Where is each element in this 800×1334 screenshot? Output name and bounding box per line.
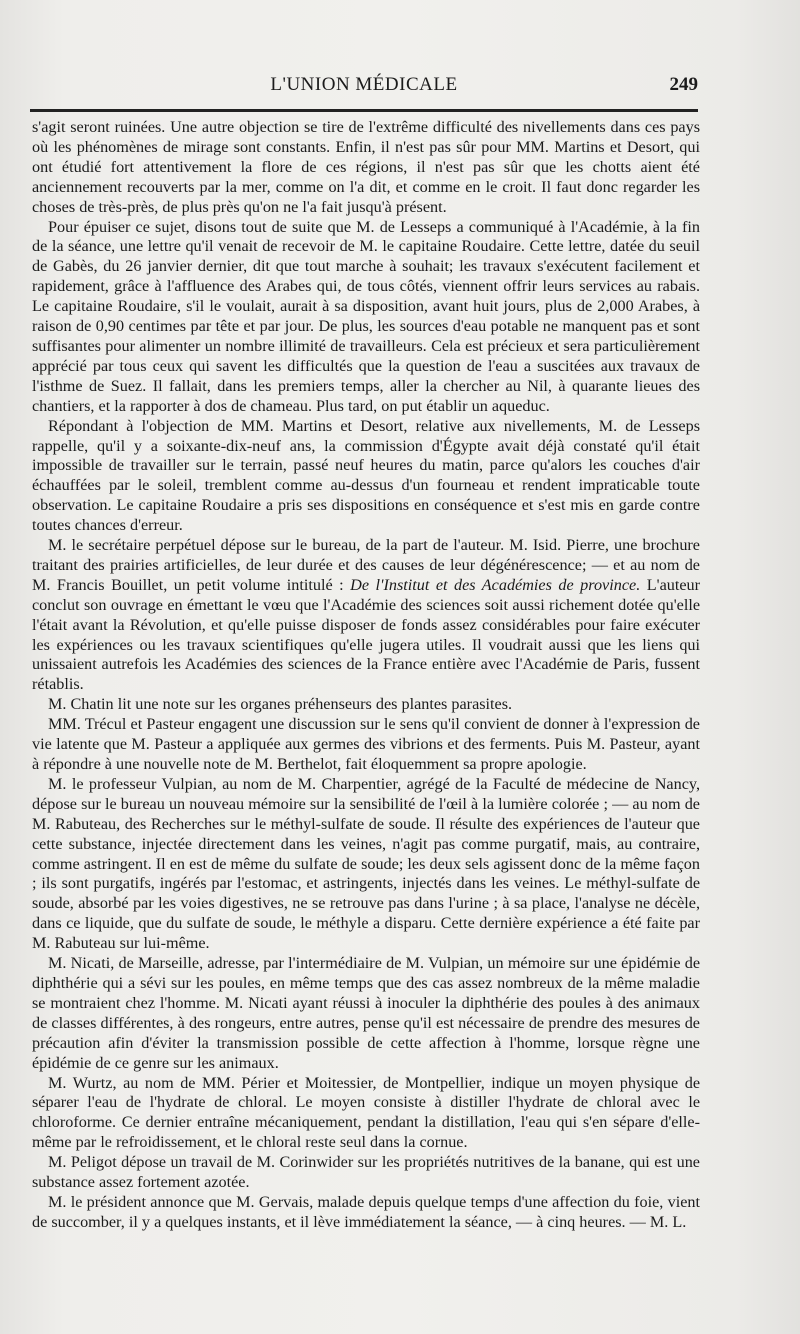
paragraph: M. Chatin lit une note sur les organes préhenseurs des plantes parasites. [48, 695, 513, 714]
paragraph: M. le président annonce que M. Gervais, malade depuis quelque temps d'une affection du foie, vient de succomber, il y a quelques instants, et il lève immédiatement la séance, — à cinq heures. — M. L. [32, 1192, 700, 1231]
page-number: 249 [669, 74, 698, 95]
paragraph: s'agit seront ruinées. Une autre objection se tire de l'extrême difficulté des nivellements dans ces pays où les phénomènes de mirage sont constants. Enfin, il n'est pas sûr pour MM. Martins et Desort, qui ont étudié fort attentivement la flore de ces régions, il n'est pas sûr que les chotts aient été anciennement recouverts par la mer, comme on l'a dit, et comme en le croit. Il faut donc regarder les choses de très-près, de plus près qu'on ne l'a fait jusqu'à présent. [32, 118, 700, 216]
article-body [32, 118, 700, 1233]
paragraph: Répondant à l'objection de MM. Martins et Desort, relative aux nivellements, M. de Lesseps rappelle, qu'il y a soixante-dix-neuf ans, la commission d'Égypte avait déjà constaté qu'il était impossible de travailler sur le terrain, passé neuf heures du matin, parce qu'alors les couches d'air échauffées par le soleil, tremblent comme au-dessus d'un fourneau et rendent impraticable toute observation. Le capitaine Roudaire a pris ses dispositions en conséquence et s'est mis en garde contre toutes chances d'erreur. [32, 416, 700, 535]
paragraph-text: L'auteur conclut son ouvrage en émettant le vœu que l'Académie des sciences soit aussi richement dotée qu'elle l'était avant la Révolution, et qu'elle puisse disposer de fonds assez considérables pour faire exécuter les expériences ou les travaux scientifiques qu'elle jugera utiles. Il voudrait aussi que les liens qui unissaient autrefois les Académies des sciences de la France entière avec l'Académie de Paris, fussent rétablis. [32, 575, 701, 694]
book-title: De l'Institut et des Académies de province. [350, 575, 641, 594]
header-rule [30, 109, 698, 112]
paragraph [32, 536, 700, 695]
page-header [28, 74, 700, 100]
paragraph: Pour épuiser ce sujet, disons tout de suite que M. de Lesseps a communiqué à l'Académie, à la fin de la séance, une lettre qu'il venait de recevoir de M. le capitaine Roudaire. Cette lettre, datée du seuil de Gabès, du 26 janvier dernier, dit que tout marche à souhait; les travaux s'exécutent facilement et rapidement, grâce à l'affluence des Arabes qui, de tous côtés, viennent offrir leurs services au rabais. Le capitaine Roudaire, s'il le voulait, aurait à sa disposition, avant huit jours, plus de 2,000 Arabes, à raison de 0,90 centimes par tête et par jour. De plus, les sources d'eau potable ne manquent pas et sont suffisantes pour alimenter un nombre illimité de travailleurs. Cela est précieux et sera particulièrement apprécié par tous ceux qui savent les difficultés que la question de l'eau a suscitées aux travaux de l'isthme de Suez. Il fallait, dans les premiers temps, aller la chercher au Nil, à quarante lieues des chantiers, et la rapporter à dos de chameau. Plus tard, on put établir un aqueduc. [32, 217, 700, 415]
paragraph: M. Wurtz, au nom de MM. Périer et Moitessier, de Montpellier, indique un moyen physique de séparer l'eau de l'hydrate de chloral. Le moyen consiste à distiller l'hydrate de chloral avec le chloroforme. Ce dernier entraîne mécaniquement, pendant la distillation, l'eau qui s'en sépare d'elle-même par le refroidissement, et le chloral reste seul dans la cornue. [32, 1073, 700, 1152]
paragraph-text: M. le secrétaire perpétuel dépose sur le bureau, de la part de l'auteur. M. Isid. Pierre, une brochure traitant des prairies artificielles, de leur durée et des causes de leur dégénérescence; — et au nom de M. Francis Bouillet, un petit volume intitulé : [32, 536, 700, 594]
paragraph: M. Nicati, de Marseille, adresse, par l'intermédiaire de M. Vulpian, un mémoire sur une épidémie de diphthérie qui a sévi sur les poules, en même temps que des cas assez nombreux de la même maladie se montraient chez l'homme. M. Nicati ayant réussi à inoculer la diphthérie des poules à des animaux de classes différentes, à des rongeurs, entre autres, pense qu'il est nécessaire de prendre des mesures de précaution afin d'éviter la transmission possible de cette affection à l'homme, lorsque règne une épidémie de ce genre sur les animaux. [32, 954, 700, 1072]
paragraph: M. Peligot dépose un travail de M. Corinwider sur les propriétés nutritives de la banane, qui est une substance assez fortement azotée. [32, 1153, 700, 1192]
paragraph: MM. Trécul et Pasteur engagent une discussion sur le sens qu'il convient de donner à l'expression de vie latente que M. Pasteur a appliquée aux germes des vibrions et des ferments. Puis M. Pasteur, ayant à répondre à une nouvelle note de M. Berthelot, fait éloquemment sa propre apologie. [32, 715, 700, 773]
running-title: L'UNION MÉDICALE [270, 74, 458, 95]
paragraph: M. le professeur Vulpian, au nom de M. Charpentier, agrégé de la Faculté de médecine de Nancy, dépose sur le bureau un nouveau mémoire sur la sensibilité de l'œil à la lumière colorée ; — au nom de M. Rabuteau, des Recherches sur le méthyl-sulfate de soude. Il résulte des expériences de l'auteur que cette substance, injectée directement dans les veines, n'agit pas comme purgatif, mais, au contraire, comme astringent. Il en est de même du sulfate de soude; les deux sels agissent donc de la même façon ; ils sont purgatifs, ingérés par l'estomac, et astringents, injectés dans les veines. Le méthyl-sulfate de soude, absorbé par les voies digestives, ne se retrouve pas dans l'urine ; à sa place, l'analyse ne décèle, dans ce liquide, que du sulfate de soude, le méthyle a disparu. Cette dernière expérience a été faite par M. Rabuteau sur lui-même. [32, 774, 700, 953]
